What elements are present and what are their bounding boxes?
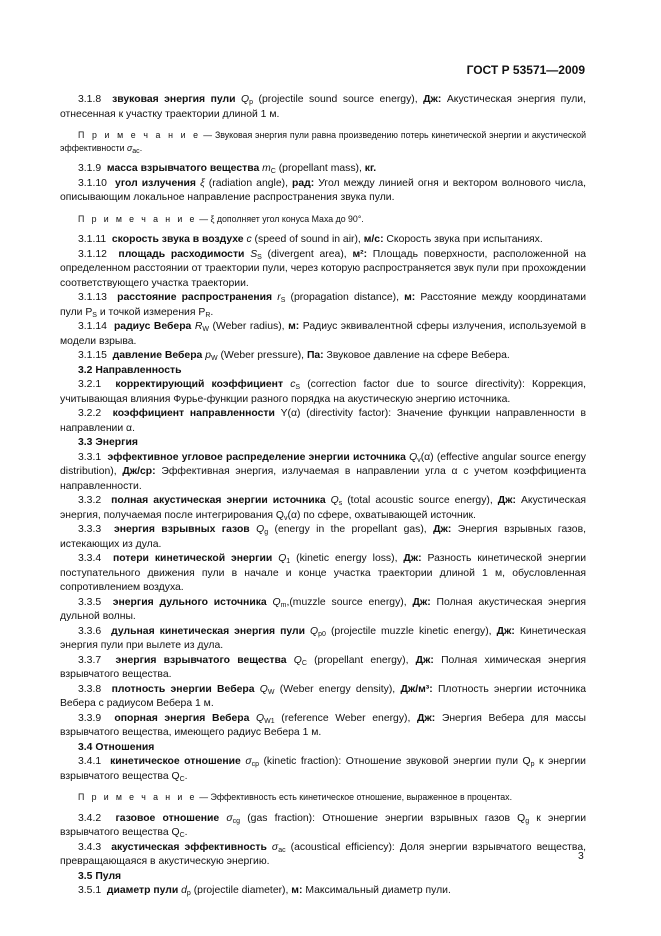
clause-number: 3.3.4	[78, 553, 102, 564]
definition: Акустическая энергия пули, отнесенная к участку траектории длиной 1 м.	[60, 94, 586, 120]
document-body	[60, 93, 586, 899]
unit: Дж:	[403, 553, 422, 564]
term: расстояние распространения	[117, 292, 273, 303]
unit: м:	[404, 292, 416, 303]
english-term: (divergent area),	[261, 248, 353, 260]
definition: Полная акустическая энергия дульной волны.	[60, 596, 586, 622]
term: эффективное угловое распределение энергии источника	[107, 451, 406, 463]
symbol: c	[246, 234, 252, 245]
section-heading-3-4: 3.4 Отношения	[78, 741, 155, 753]
clause-3-3-8	[60, 683, 586, 712]
note-end: .	[139, 142, 143, 153]
symbol-subscript: p	[530, 761, 535, 768]
clause-number: 3.4.2	[78, 812, 102, 824]
term: радиус Вебера	[113, 321, 192, 332]
term: давление Вебера	[112, 350, 203, 361]
symbol: ξ	[200, 177, 205, 189]
clause-3-2-1	[60, 378, 586, 407]
term: диаметр пули	[106, 885, 179, 896]
clause-number: 3.3.5	[78, 596, 102, 608]
term: скорость звука в воздухе	[111, 234, 244, 245]
note-3	[60, 791, 586, 804]
clause-number: 3.1.8	[78, 94, 102, 105]
symbol-subscript: S	[92, 311, 97, 319]
symbol-subscript: 1	[286, 558, 291, 565]
english-term: (Weber radius),	[209, 321, 289, 332]
clause-3-3-1	[60, 451, 586, 495]
symbol: σ	[226, 812, 233, 824]
english-term: ,(muzzle source energy),	[286, 596, 413, 608]
symbol-subscript: W	[202, 326, 209, 333]
term: дульная кинетическая энергия пули	[111, 625, 306, 637]
symbol: p	[205, 350, 212, 361]
definition: Разность кинетической энергии поступательного движения пули в начале и конце участка траектории длиной 1 м, обусловленная сопротивлением воздуха.	[60, 553, 586, 593]
clause-number: 3.2.1	[78, 379, 102, 390]
section-heading-3-3: 3.3 Энергия	[78, 437, 138, 448]
definition: Полная химическая энергия взрывчатого вещества.	[60, 654, 586, 680]
definition-tail: к энергии взрывчатого вещества Q	[60, 756, 586, 782]
symbol-subscript: C	[179, 775, 185, 783]
english-term: (propagation distance),	[285, 292, 405, 303]
definition: Звуковое давление на сфере Вебера.	[323, 350, 510, 361]
document-id-header: ГОСТ Р 53571—2009	[466, 63, 585, 77]
english-term: (projectile muzzle kinetic energy),	[325, 625, 497, 637]
symbol-subscript: R	[205, 311, 211, 319]
symbol-subscript: v	[417, 456, 421, 464]
english-term: (kinetic fraction):	[259, 756, 346, 767]
clause-number: 3.3.3	[78, 524, 102, 535]
term: акустическая эффективность	[111, 841, 267, 853]
term: опорная энергия Вебера	[114, 712, 250, 724]
clause-3-1-13	[60, 291, 586, 320]
note-label: П р и м е ч а н и е	[78, 792, 197, 802]
term: полная акустическая энергии источника	[111, 495, 326, 506]
definition: Угол между линией огня и вектором волнового числа, описывающим локальное направление распространения звука пули.	[60, 177, 587, 203]
unit: Дж:	[423, 94, 442, 105]
clause-number: 3.3.8	[78, 683, 102, 695]
symbol: Q	[330, 495, 339, 506]
note-text: — Эффективность есть кинетическое отношение, выраженное в процентах.	[196, 792, 513, 802]
definition: Максимальный диаметр пули.	[302, 885, 451, 896]
symbol-subscript: C	[179, 832, 185, 839]
clause-number: 3.1.13	[78, 292, 107, 303]
term: угол излучения	[115, 177, 196, 189]
unit: Дж:	[497, 495, 516, 506]
symbol-tail: (α)	[420, 451, 434, 463]
term: плотность энергии Вебера	[111, 683, 255, 695]
note-label: П р и м е ч а н и е	[78, 130, 201, 140]
clause-number: 3.2.2	[78, 408, 102, 419]
english-term: (total acoustic source energy),	[342, 495, 498, 506]
symbol-subscript: ac	[278, 846, 286, 854]
symbol: Q	[409, 451, 418, 463]
unit: м:	[291, 885, 303, 896]
definition-tail: и точкой измерения P	[96, 306, 206, 318]
symbol: Q	[272, 596, 281, 608]
clause-3-1-8	[60, 93, 586, 122]
term: звуковая энергия пули	[112, 94, 236, 105]
clause-number: 3.5.1	[78, 885, 102, 896]
unit: рад:	[292, 177, 315, 189]
symbol-subscript: ac	[132, 147, 140, 155]
definition: Расстояние между координатами пули P	[60, 292, 587, 318]
definition-end: .	[184, 827, 188, 838]
english-term: (correction factor due to source directivity):	[300, 379, 533, 390]
symbol-subscript: W	[211, 355, 218, 362]
symbol: Q	[293, 654, 302, 666]
clause-3-1-14	[60, 320, 586, 349]
definition: Площадь поверхности, расположенной на определенном расстоянии от траектории пули, через которую распространяется звук пули при прохождении соответствующего участка траектории.	[60, 248, 587, 289]
clause-3-1-9	[60, 162, 586, 177]
unit: м/с:	[363, 234, 384, 245]
symbol: r	[277, 292, 281, 303]
unit: Дж:	[417, 712, 436, 724]
unit: м²:	[352, 248, 368, 260]
symbol: σ	[126, 142, 133, 153]
clause-3-3-6	[60, 625, 586, 654]
english-term: (projectile diameter),	[190, 885, 292, 896]
unit: Дж/м³:	[400, 683, 433, 695]
clause-3-3-4	[60, 552, 586, 596]
symbol: Q	[310, 625, 319, 637]
english-term: (effective angular source energy distribution),	[60, 451, 587, 477]
definition: Отношение звуковой энергии пули Q	[345, 756, 531, 767]
term: корректирующий коэффициент	[115, 379, 284, 390]
symbol: c	[290, 379, 296, 390]
symbol-subscript: cp	[251, 761, 259, 768]
clause-3-4-2	[60, 812, 586, 841]
definition: Скорость звука при испытаниях.	[383, 234, 543, 245]
english-term: (projectile sound source energy),	[253, 94, 424, 105]
term: энергия взрывных газов	[113, 524, 250, 535]
clause-number: 3.1.10	[78, 177, 107, 189]
clause-number: 3.1.12	[78, 248, 107, 260]
symbol-subscript: p	[186, 890, 191, 897]
english-term: (Weber energy density),	[274, 683, 401, 695]
note-text: — Звуковая энергия пули равна произведению потерь кинетической энергии и акустической эффективности	[60, 130, 586, 153]
term: энергия дульного источника	[112, 596, 267, 608]
english-term: (speed of sound in air),	[251, 234, 364, 245]
clause-3-2-2	[60, 407, 586, 436]
symbol-subscript: p	[249, 99, 253, 106]
note-text: — ξ дополняет угол конуса Маха до 90°.	[196, 213, 364, 224]
term: площадь расходимости	[118, 248, 245, 260]
note-2	[60, 213, 586, 226]
clause-3-4-1	[60, 755, 586, 784]
symbol-subscript: p0	[318, 630, 326, 638]
definition-tail: (α) по сфере, охватывающей источник.	[287, 509, 476, 521]
definition: Энергия взрывных газов, истекающих из дула.	[60, 524, 586, 550]
unit: Дж:	[496, 625, 515, 637]
symbol: Q	[278, 553, 287, 564]
term: потери кинетической энергии	[112, 553, 273, 564]
section-heading-3-5: 3.5 Пуля	[78, 870, 122, 882]
clause-number: 3.1.15	[78, 350, 107, 361]
symbol: d	[181, 885, 187, 896]
symbol-subscript: s	[338, 500, 343, 507]
unit: Па:	[306, 350, 324, 361]
clause-number: 3.3.7	[78, 654, 102, 666]
term: газовое отношение	[115, 812, 220, 824]
clause-number: 3.1.11	[78, 234, 107, 245]
symbol-subscript: S	[295, 384, 301, 391]
term: энергия взрывчатого вещества	[115, 654, 287, 666]
english-term: (reference Weber energy),	[274, 712, 417, 724]
symbol: S	[250, 248, 258, 260]
clause-3-4-3	[60, 841, 586, 870]
note-label: П р и м е ч а н и е	[78, 213, 197, 224]
english-term: (acoustical efficiency):	[285, 841, 400, 853]
english-term: (kinetic energy loss),	[290, 553, 404, 564]
clause-3-1-11	[60, 233, 586, 248]
unit: кг.	[364, 163, 377, 174]
english-term: (radiation angle),	[204, 177, 293, 189]
symbol-subscript: m	[280, 601, 287, 609]
symbol: σ	[271, 841, 279, 853]
note-1	[60, 129, 586, 154]
symbol-subscript: S	[257, 253, 262, 261]
symbol-subscript: S	[280, 297, 286, 304]
english-term: (energy in the propellant gas),	[268, 524, 434, 535]
symbol-subscript: C	[301, 659, 307, 667]
clause-3-5-1	[60, 884, 586, 899]
clause-number: 3.3.1	[78, 451, 102, 463]
clause-3-3-7	[60, 654, 586, 683]
symbol-subscript: cg	[232, 817, 241, 825]
symbol-subscript: v	[283, 514, 288, 522]
clause-number: 3.1.14	[78, 321, 107, 332]
definition: Радиус эквивалентной сферы излучения, используемой в модели взрыва.	[60, 321, 587, 347]
symbol: Q	[256, 524, 265, 535]
definition: Акустическая энергия, получаемая после интегрирования Q	[60, 495, 587, 521]
clause-number: 3.4.1	[78, 756, 102, 767]
clause-3-3-2	[60, 494, 586, 523]
clause-number: 3.3.9	[78, 712, 102, 724]
symbol-subscript: W1	[264, 717, 275, 725]
definition: Кинетическая энергия пули при вылете из дула.	[60, 625, 586, 651]
definition: Энергия Вебера для массы взрывчатого вещества, имеющего радиус Вебера 1 м.	[60, 712, 586, 738]
clause-3-1-15	[60, 349, 586, 364]
definition: Коррекция, учитывающая влияния Фурье-функции разного порядка на акустическую энергию источника.	[60, 379, 586, 405]
definition: Плотность энергии источника Вебера с радиусом Вебера 1 м.	[60, 683, 587, 709]
symbol: Q	[241, 94, 250, 105]
english-term: (propellant energy),	[306, 654, 416, 666]
symbol: m	[262, 163, 271, 174]
clause-number: 3.4.3	[78, 841, 102, 853]
english-term: (propellant mass),	[275, 163, 365, 174]
definition-end: .	[210, 306, 214, 318]
symbol-subscript: g	[264, 529, 269, 536]
clause-number: 3.1.9	[78, 163, 102, 174]
definition: Значение функции направленности в направлении α.	[60, 408, 587, 434]
symbol: Q	[256, 712, 265, 724]
clause-number: 3.3.6	[78, 625, 102, 637]
clause-number: 3.3.2	[78, 495, 102, 506]
definition: Доля энергии взрывчатого вещества, превращающаяся в акустическую энергию.	[60, 841, 586, 867]
definition: Эффективная энергия, излучаемая в направлении угла α с учетом коэффициента направленности.	[60, 466, 586, 492]
clause-3-3-9	[60, 712, 586, 741]
english-term: (Weber pressure),	[217, 350, 307, 361]
definition: Отношение энергии взрывных газов Q	[322, 812, 526, 824]
symbol: R	[194, 321, 203, 332]
clause-3-3-5	[60, 596, 586, 625]
term: масса взрывчатого вещества	[106, 163, 260, 174]
clause-3-1-12	[60, 248, 586, 292]
symbol: Y(α)	[280, 408, 301, 419]
term: кинетическое отношение	[110, 756, 241, 767]
unit: Дж:	[412, 596, 431, 608]
clause-3-3-3	[60, 523, 586, 552]
definition-tail: к энергии взрывчатого вещества Q	[60, 812, 587, 838]
unit: м:	[288, 321, 300, 332]
symbol: σ	[245, 756, 252, 767]
term: коэффициент направленности	[112, 408, 275, 419]
symbol-subscript: W	[267, 688, 275, 696]
unit: Дж/ср:	[122, 466, 156, 477]
symbol-subscript: C	[270, 168, 276, 175]
symbol-subscript: g	[525, 817, 530, 825]
english-term: (gas fraction):	[240, 812, 323, 824]
page-number: 3	[578, 851, 584, 862]
definition-end: .	[184, 770, 188, 782]
section-heading-3-2: 3.2 Направленность	[78, 364, 182, 376]
unit: Дж:	[433, 524, 452, 535]
symbol: Q	[259, 683, 268, 695]
unit: Дж:	[415, 654, 434, 666]
clause-3-1-10	[60, 177, 586, 206]
english-term: (directivity factor):	[300, 408, 397, 419]
